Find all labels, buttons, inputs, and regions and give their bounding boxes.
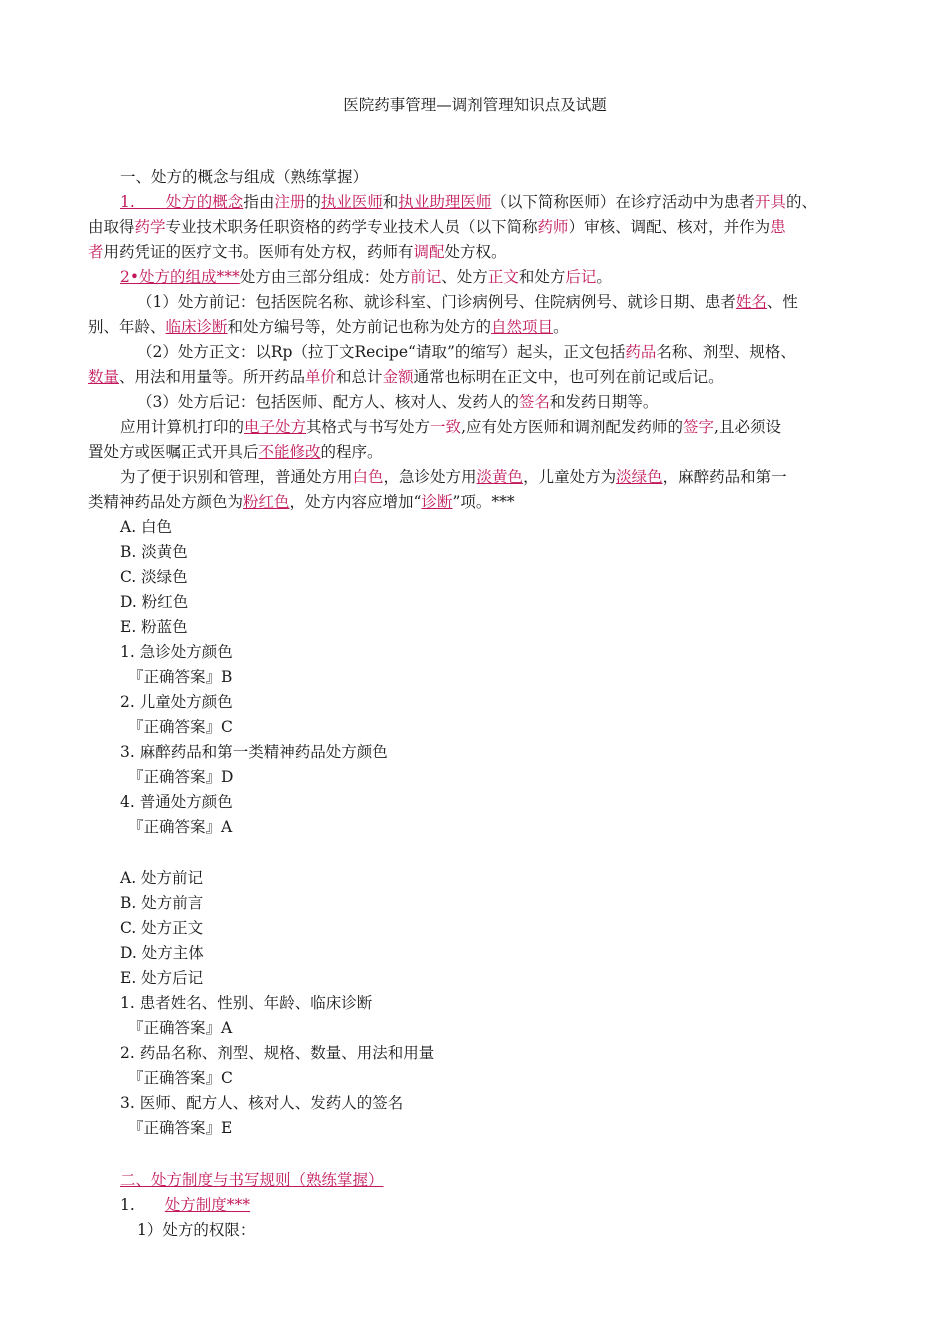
p6-text: 其格式与书写处方 (306, 418, 431, 436)
p3-highlight: 临床诊断 (165, 318, 228, 336)
p6-highlight: 电子处方 (244, 418, 307, 436)
quiz2-option: E. 处方后记 (120, 969, 204, 987)
p4-highlight: 金额 (382, 368, 414, 386)
quiz1-option: E. 粉蓝色 (120, 618, 188, 636)
p7-text: ，儿童处方为 (523, 468, 617, 486)
p3-line-2 (88, 317, 569, 337)
quiz1-answer: 『正确答案』C (128, 718, 233, 736)
p6-text: 应用计算机打印的 (120, 418, 245, 436)
p1-text: 由取得 (88, 218, 135, 236)
p1-highlight: 执业助理医师 (398, 193, 492, 211)
quiz1-answer: 『正确答案』B (128, 668, 233, 686)
quiz1-option: B. 淡黄色 (120, 543, 188, 561)
section-2-item-label: 处方制度*** (164, 1196, 251, 1214)
p7-highlight: 粉红色 (243, 493, 290, 511)
p3-text: 、性 (766, 293, 798, 311)
quiz1-question: 4. 普通处方颜色 (120, 793, 233, 811)
p1-line-1 (120, 192, 817, 212)
quiz2-question: 2. 药品名称、剂型、规格、数量、用法和用量 (120, 1044, 435, 1062)
p2-text: 和处方 (518, 268, 566, 286)
quiz2-answer: 『正确答案』A (128, 1019, 233, 1037)
quiz2-question: 3. 医师、配方人、核对人、发药人的签名 (120, 1094, 404, 1112)
p3-text: 。 (553, 318, 569, 336)
p1-highlight: 调配 (413, 243, 445, 261)
page-title: 医院药事管理—调剂管理知识点及试题 (343, 96, 607, 114)
p2-text: 处方由三部分组成：处方 (239, 268, 411, 286)
quiz1-option: C. 淡绿色 (120, 568, 188, 586)
quiz1-answer: 『正确答案』A (128, 818, 233, 836)
p2-term: 2•处方的组成*** (120, 268, 240, 286)
p1-highlight: 患 (770, 218, 786, 236)
p2-text: 、处方 (441, 268, 488, 286)
quiz1-answer: 『正确答案』D (128, 768, 234, 786)
section-2-item (120, 1195, 250, 1215)
p6-highlight: 不能修改 (258, 443, 321, 461)
p1-text: 的、 (785, 193, 817, 211)
p7-text: ，麻醉药品和第一 (662, 468, 787, 486)
p6-text: ,应有处方医师和调剂配发药师的 (461, 418, 683, 436)
quiz2-answer: 『正确答案』C (128, 1069, 233, 1087)
p1-highlight: 执业医师 (320, 193, 383, 211)
p1-text: 专业技术职务任职资格的药学专业技术人员（以下简称 (165, 218, 538, 236)
p4-text: （2）处方正文：以Rp（拉丁文Recipe“请取”的缩写）起头，正文包括 (137, 343, 626, 361)
p6-text: 置处方或医嘱正式开具后 (88, 443, 259, 461)
p4-highlight: 单价 (305, 368, 337, 386)
p3-highlight: 姓名 (735, 293, 767, 311)
p1-text: 用药凭证的医疗文书。医师有处方权，药师有 (103, 243, 414, 261)
p2-highlight: 前记 (410, 268, 442, 286)
p1-text: 指由 (243, 193, 275, 211)
p1-highlight: 药师 (537, 218, 569, 236)
p3-text: 和处方编号等，处方前记也称为处方的 (227, 318, 492, 336)
quiz2-answer: 『正确答案』E (128, 1119, 233, 1137)
p2-text: 。 (596, 268, 612, 286)
p1-text: 和 (382, 193, 399, 211)
p1-number: 1. (120, 193, 166, 211)
p1-highlight: 开具 (754, 193, 786, 211)
p3-text: （1）处方前记：包括医院名称、就诊科室、门诊病例号、住院病例号、就诊日期、患者 (137, 293, 736, 311)
p4-line-2 (88, 367, 724, 387)
p1-text: ）审核、调配、核对，并作为 (568, 218, 771, 236)
quiz2-option: D. 处方主体 (120, 944, 204, 962)
p7-highlight: 淡黄色 (476, 468, 524, 486)
p6-line-1 (120, 417, 781, 437)
p1-highlight: 注册 (274, 193, 306, 211)
p3-line-1 (137, 292, 798, 312)
p4-line-1 (137, 342, 796, 362)
p4-text: 通常也标明在正文中，也可列在前记或后记。 (413, 368, 724, 386)
p1-text: 的 (305, 193, 321, 211)
quiz2-option: A. 处方前记 (120, 869, 204, 887)
p6-highlight: 签字 (683, 418, 715, 436)
quiz1-option: A. 白色 (120, 518, 173, 536)
p4-text: 名称、剂型、规格、 (656, 343, 796, 361)
p3-text: 别、年龄、 (88, 318, 166, 336)
p1-text: 处方权。 (444, 243, 507, 261)
p7-highlight: 诊断 (421, 493, 453, 511)
p2-line-1 (120, 267, 612, 287)
section-2-item-number: 1. (120, 1196, 135, 1214)
p5-line-1 (137, 392, 658, 412)
p6-text: ,且必须设 (714, 418, 781, 436)
p7-text: ，处方内容应增加“ (289, 493, 422, 511)
p1-line-3 (88, 242, 507, 262)
quiz2-question: 1. 患者姓名、性别、年龄、临床诊断 (120, 994, 373, 1012)
p1-line-2 (88, 217, 786, 237)
section-2-subitem: 1）处方的权限： (137, 1221, 256, 1239)
p5-highlight: 签名 (518, 393, 550, 411)
p7-text: 为了便于识别和管理，普通处方用 (120, 468, 353, 486)
p7-highlight: 白色 (352, 468, 384, 486)
quiz2-option: B. 处方前言 (120, 894, 204, 912)
p1-term: 处方的概念 (165, 193, 244, 211)
section-2-heading: 二、处方制度与书写规则（熟练掌握） (120, 1171, 384, 1189)
p7-highlight: 淡绿色 (616, 468, 663, 486)
p5-text: 和发药日期等。 (549, 393, 659, 411)
quiz1-question: 2. 儿童处方颜色 (120, 693, 233, 711)
p4-text: 和总计 (336, 368, 383, 386)
p6-text: 的程序。 (320, 443, 383, 461)
p6-highlight: 一致 (430, 418, 462, 436)
quiz1-question: 3. 麻醉药品和第一类精神药品处方颜色 (120, 743, 388, 761)
p7-text: 类精神药品处方颜色为 (88, 493, 244, 511)
p5-text: （3）处方后记：包括医师、配方人、核对人、发药人的 (137, 393, 519, 411)
p6-line-2 (88, 442, 383, 462)
section-1-heading: 一、处方的概念与组成（熟练掌握） (120, 168, 369, 186)
quiz1-option: D. 粉红色 (120, 593, 189, 611)
p7-line-1 (120, 467, 787, 487)
p7-line-2 (88, 492, 515, 512)
p7-text: ，急诊处方用 (383, 468, 477, 486)
p4-highlight: 数量 (88, 368, 120, 386)
p2-highlight: 正文 (487, 268, 519, 286)
p1-highlight: 药学 (134, 218, 166, 236)
p1-highlight: 者 (88, 243, 104, 261)
p3-highlight: 自然项目 (491, 318, 554, 336)
p1-text: （以下简称医师）在诊疗活动中为患者 (491, 193, 755, 211)
p2-highlight: 后记 (565, 268, 597, 286)
p4-text: 、用法和用量等。所开药品 (119, 368, 306, 386)
quiz2-option: C. 处方正文 (120, 919, 204, 937)
p4-highlight: 药品 (625, 343, 657, 361)
quiz1-question: 1. 急诊处方颜色 (120, 643, 233, 661)
p7-text: ”项。*** (452, 493, 515, 511)
